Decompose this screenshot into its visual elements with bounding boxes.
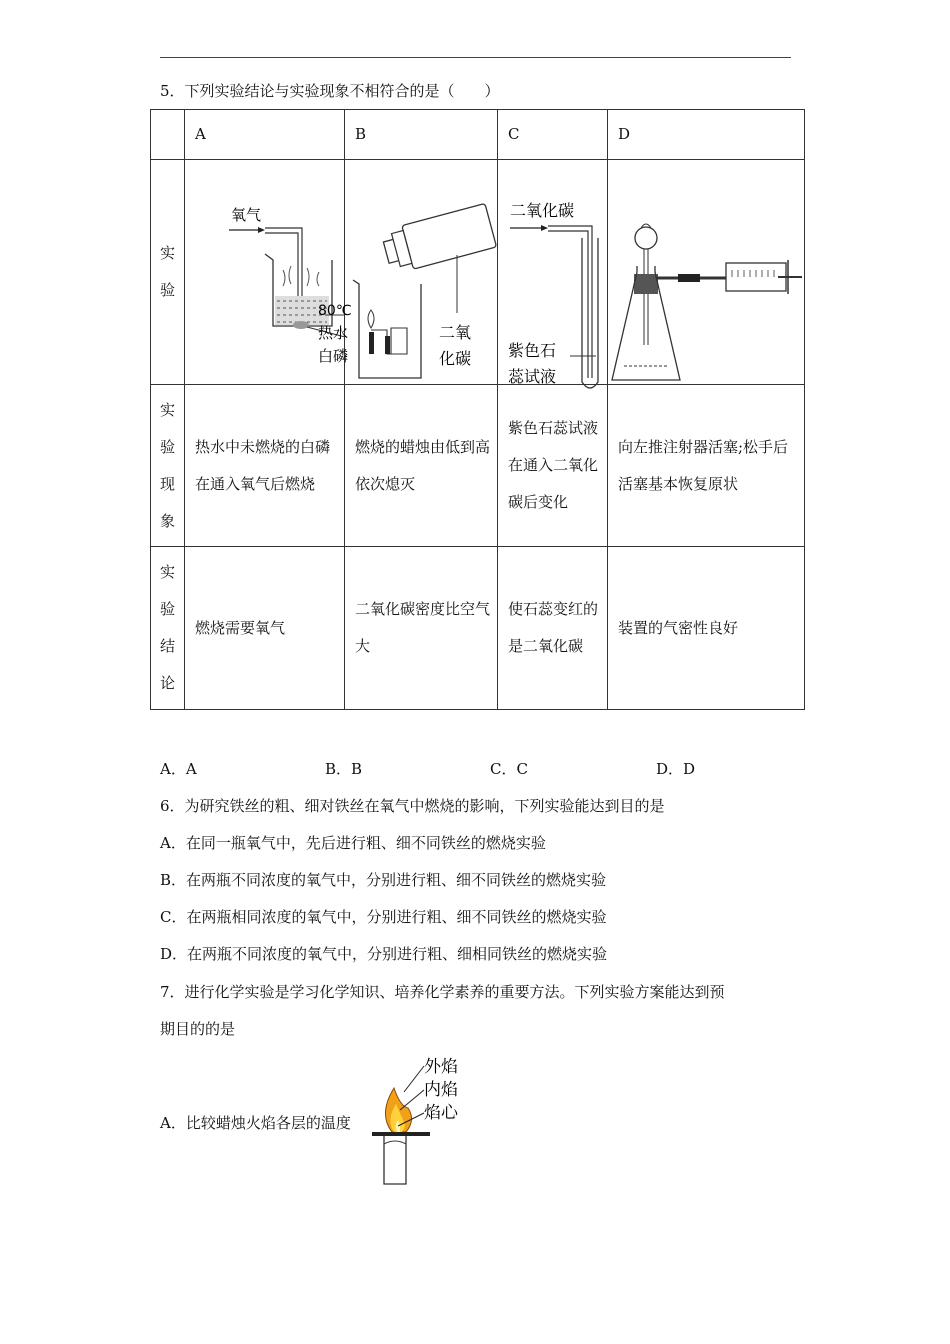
phenomenon-c: 紫色石蕊试液在通入二氧化碳后变化 [498, 385, 608, 547]
figure-c-cell [498, 160, 608, 385]
conclusion-d: 装置的气密性良好 [608, 547, 805, 710]
q7-option-a[interactable]: A．比较蜡烛火焰各层的温度 [160, 1114, 351, 1132]
q5-option-c[interactable]: C．C [490, 760, 528, 778]
header-row [151, 110, 805, 160]
figure-a-cell [185, 160, 352, 385]
phenomenon-a: 热水中未燃烧的白磷在通入氧气后燃烧 [185, 385, 345, 547]
label-oxygen: 氧气 [231, 206, 262, 224]
candle-flame-figure [370, 1052, 480, 1192]
header-rule [160, 57, 791, 58]
figure-a-beaker-phosphorus [185, 160, 352, 384]
header-c: C [498, 110, 608, 160]
q7-stem-line2: 期目的的是 [160, 1020, 236, 1038]
q6-option-a[interactable]: A．在同一瓶氧气中，先后进行粗、细不同铁丝的燃烧实验 [160, 834, 546, 852]
header-d: D [608, 110, 805, 160]
figure-d-cell [608, 160, 805, 385]
label-litmus-1: 紫色石 [508, 341, 557, 360]
label-co2-b1: 二氧 [439, 323, 472, 342]
label-hot-water: 热水 [318, 324, 349, 342]
figure-b-cell [345, 160, 498, 385]
q6-stem: 6．为研究铁丝的粗、细对铁丝在氧气中燃烧的影响，下列实验能达到目的是 [160, 797, 665, 815]
row-label-phenomenon: 实 验 现 象 [151, 385, 185, 547]
q6-option-c[interactable]: C．在两瓶相同浓度的氧气中，分别进行粗、细不同铁丝的燃烧实验 [160, 908, 607, 926]
q5-table [150, 109, 805, 710]
label-flame-core: 焰心 [424, 1103, 458, 1123]
corner-cell [151, 110, 185, 160]
header-b: B [345, 110, 498, 160]
label-temp: 80℃ [318, 303, 352, 319]
conclusion-c: 使石蕊变红的是二氧化碳 [498, 547, 608, 710]
label-co2-b2: 化碳 [439, 349, 472, 368]
figure-c-litmus-test [498, 160, 607, 384]
q5-option-d[interactable]: D．D [656, 760, 696, 778]
figure-d-airtightness [608, 160, 804, 384]
q5-option-b[interactable]: B．B [325, 760, 363, 778]
label-litmus-2: 蕊试液 [508, 367, 557, 386]
row-label-conclusion: 实 验 结 论 [151, 547, 185, 710]
label-white-phosphorus: 白磷 [318, 347, 349, 365]
label-outer-flame: 外焰 [424, 1057, 458, 1077]
figure-b-candles-co2 [345, 160, 497, 384]
conclusion-b: 二氧化碳密度比空气大 [345, 547, 498, 710]
phenomenon-row [151, 385, 805, 547]
label-co2-c: 二氧化碳 [510, 201, 575, 220]
q6-option-d[interactable]: D．在两瓶不同浓度的氧气中，分别进行粗、细相同铁丝的燃烧实验 [160, 945, 608, 963]
header-a: A [185, 110, 345, 160]
q5-stem: 5．下列实验结论与实验现象不相符合的是（ ） [160, 82, 500, 100]
experiment-row [151, 160, 805, 385]
q6-option-b[interactable]: B．在两瓶不同浓度的氧气中，分别进行粗、细不同铁丝的燃烧实验 [160, 871, 607, 889]
phenomenon-b: 燃烧的蜡烛由低到高依次熄灭 [345, 385, 498, 547]
conclusion-row [151, 547, 805, 710]
q7-stem-line1: 7．进行化学实验是学习化学知识、培养化学素养的重要方法。下列实验方案能达到预 [160, 983, 725, 1001]
conclusion-a: 燃烧需要氧气 [185, 547, 345, 710]
row-label-experiment: 实 验 [151, 160, 185, 385]
q5-option-a[interactable]: A．A [160, 760, 197, 778]
phenomenon-d: 向左推注射器活塞;松手后活塞基本恢复原状 [608, 385, 805, 547]
label-inner-flame: 内焰 [424, 1080, 458, 1100]
